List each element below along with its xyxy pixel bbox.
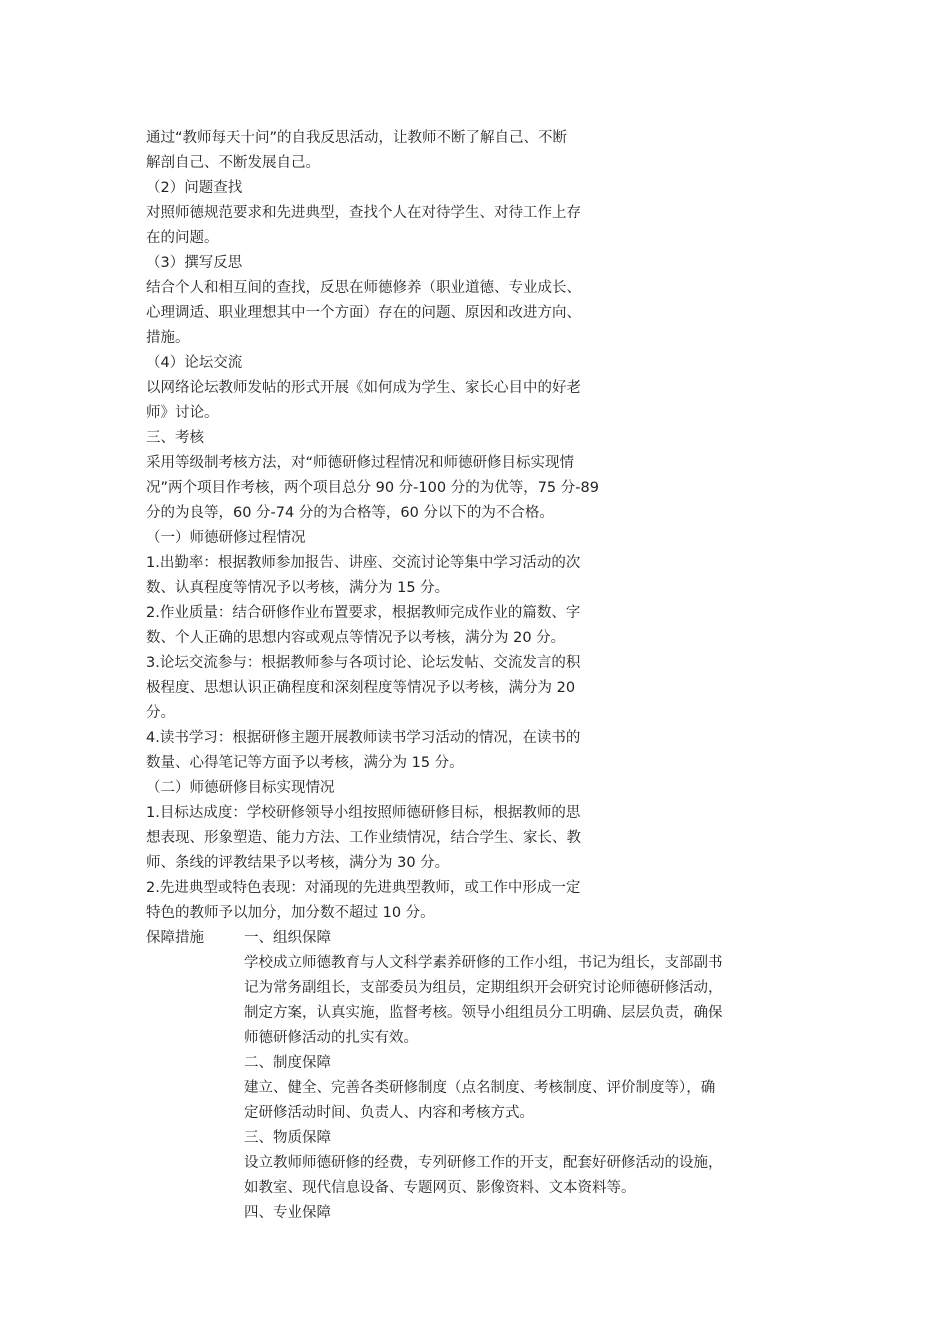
text-line: 在的问题。 — [146, 230, 219, 246]
text-line: 2.作业质量：结合研修作业布置要求，根据教师完成作业的篇数、字 — [146, 605, 581, 621]
text-line: 以网络论坛教师发帖的形式开展《如何成为学生、家长心目中的好老 — [146, 380, 581, 396]
text-line: 记为常务副组长，支部委员为组员，定期组织开会研究讨论师德研修活动， — [244, 980, 723, 996]
text-line: 2.先进典型或特色表现：对涌现的先进典型教师，或工作中形成一定 — [146, 880, 581, 896]
subheading: （3）撰写反思 — [146, 255, 243, 271]
text-line: 数、个人正确的思想内容或观点等情况予以考核，满分为 20 分。 — [146, 630, 566, 646]
subheading: （2）问题查找 — [146, 180, 243, 196]
text-line: 1.目标达成度：学校研修领导小组按照师德研修目标，根据教师的思 — [146, 805, 581, 821]
text-line: 极程度、思想认识正确程度和深刻程度等情况予以考核，满分为 20 — [146, 680, 576, 696]
text-line: 数、认真程度等情况予以考核，满分为 15 分。 — [146, 580, 450, 596]
text-line: 学校成立师德教育与人文科学素养研修的工作小组，书记为组长，支部副书 — [244, 955, 723, 971]
text-line: 师德研修活动的扎实有效。 — [244, 1030, 418, 1046]
text-line: 3.论坛交流参与：根据教师参与各项讨论、论坛发帖、交流发言的积 — [146, 655, 581, 671]
text-line: 4.读书学习：根据研修主题开展教师读书学习活动的情况，在读书的 — [146, 730, 581, 746]
text-line: 通过“教师每天十问”的自我反思活动，让教师不断了解自己、不断 — [146, 130, 568, 146]
subheading: （4）论坛交流 — [146, 355, 243, 371]
text-line: 制定方案，认真实施，监督考核。领导小组组员分工明确、层层负责，确保 — [244, 1005, 723, 1021]
text-line: 建立、健全、完善各类研修制度（点名制度、考核制度、评价制度等），确 — [244, 1080, 716, 1096]
text-line: 1.出勤率：根据教师参加报告、讲座、交流讨论等集中学习活动的次 — [146, 555, 581, 571]
text-line: 况”两个项目作考核，两个项目总分 90 分-100 分的为优等，75 分-89 — [146, 480, 599, 496]
subheading: （一）师德研修过程情况 — [146, 530, 306, 546]
subheading: 一、组织保障 — [244, 930, 331, 946]
text-line: 采用等级制考核方法，对“师德研修过程情况和师德研修目标实现情 — [146, 455, 575, 471]
text-line: 措施。 — [146, 330, 190, 346]
section-heading: 三、考核 — [146, 430, 204, 446]
text-line: 结合个人和相互间的查找，反思在师德修养（职业道德、专业成长、 — [146, 280, 581, 296]
text-line: 师》讨论。 — [146, 405, 219, 421]
text-line: 想表现、形象塑造、能力方法、工作业绩情况，结合学生、家长、教 — [146, 830, 581, 846]
subheading: （二）师德研修目标实现情况 — [146, 780, 335, 796]
text-line: 解剖自己、不断发展自己。 — [146, 155, 320, 171]
subheading: 二、制度保障 — [244, 1055, 331, 1071]
text-line: 如教室、现代信息设备、专题网页、影像资料、文本资料等。 — [244, 1180, 636, 1196]
text-line: 心理调适、职业理想其中一个方面）存在的问题、原因和改进方向、 — [146, 305, 581, 321]
text-line: 分。 — [146, 705, 175, 721]
text-line: 师、条线的评教结果予以考核，满分为 30 分。 — [146, 855, 450, 871]
text-line: 对照师德规范要求和先进典型，查找个人在对待学生、对待工作上存 — [146, 205, 581, 221]
text-line: 设立教师师德研修的经费，专列研修工作的开支，配套好研修活动的设施， — [244, 1155, 723, 1171]
subheading: 三、物质保障 — [244, 1130, 331, 1146]
text-line: 数量、心得笔记等方面予以考核，满分为 15 分。 — [146, 755, 464, 771]
text-line: 分的为良等，60 分-74 分的为合格等，60 分以下的为不合格。 — [146, 505, 554, 521]
subheading: 四、专业保障 — [244, 1205, 331, 1221]
text-line: 定研修活动时间、负责人、内容和考核方式。 — [244, 1105, 534, 1121]
text-line: 特色的教师予以加分，加分数不超过 10 分。 — [146, 905, 435, 921]
safeguards-label: 保障措施 — [146, 930, 204, 946]
